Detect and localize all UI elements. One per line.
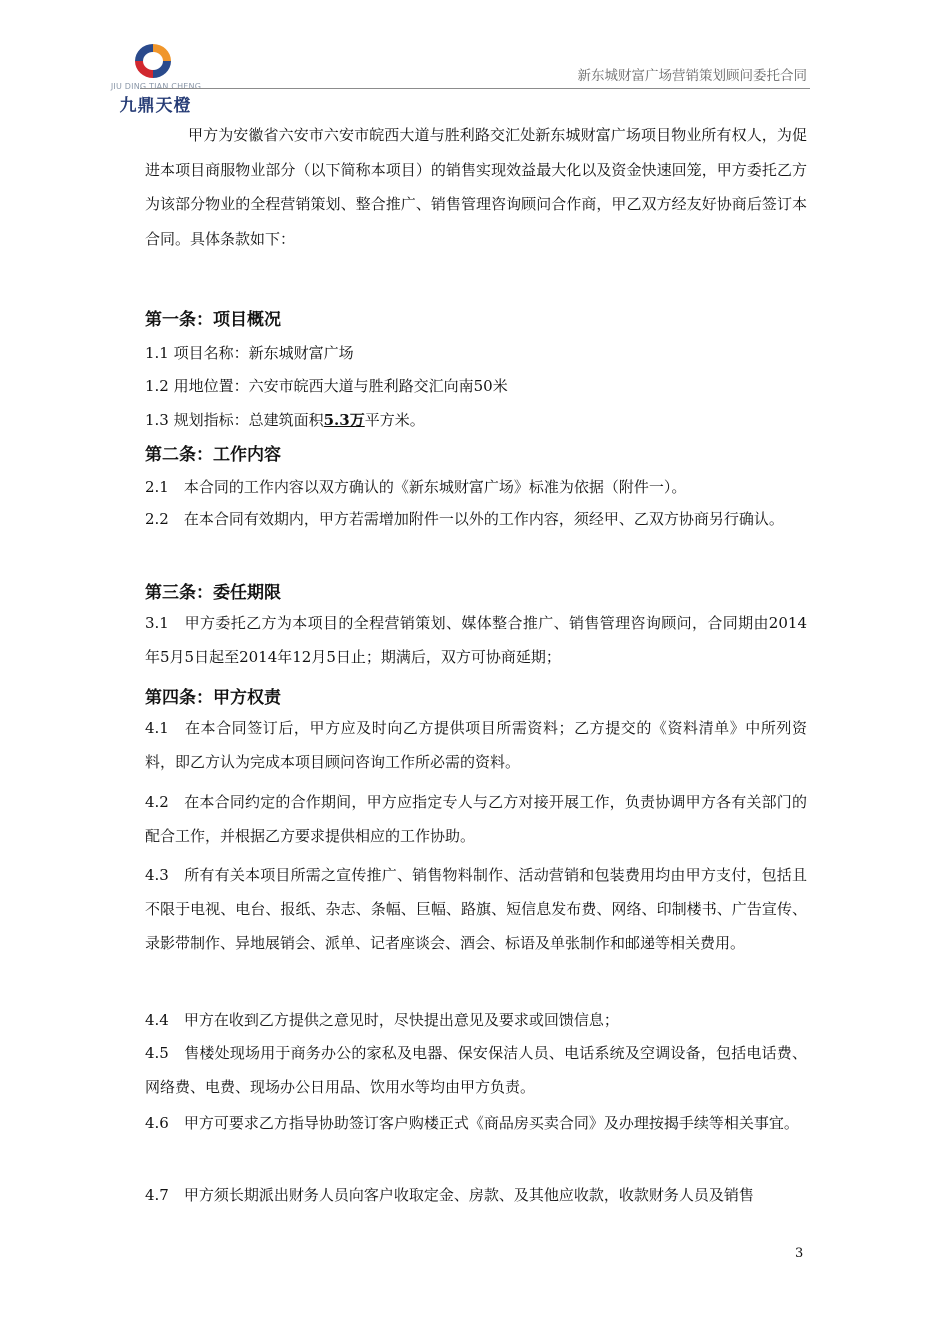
clause-4-5: 4.5 售楼处现场用于商务办公的家私及电器、保安保洁人员、电话系统及空调设备，包括电话费、网络费、电费、现场办公日用品、饮用水等均由甲方负责。 <box>145 1044 807 1096</box>
logo-chinese-text: 九鼎天橙 <box>119 96 192 116</box>
section-1-heading: 第一条：项目概况 <box>145 310 281 330</box>
page-number: 3 <box>795 1246 804 1261</box>
logo-swirl-icon <box>128 40 178 82</box>
clause-1-2: 1.2 用地位置：六安市皖西大道与胜利路交汇向南50米 <box>145 377 508 395</box>
section-3-heading: 第三条：委任期限 <box>145 583 281 603</box>
clause-4-7: 4.7 甲方须长期派出财务人员向客户收取定金、房款、及其他应收款，收款财务人员及销售 <box>145 1186 754 1204</box>
logo-english-text: JIU DING TIAN CHENG <box>110 82 202 91</box>
intro-paragraph: 甲方为安徽省六安市六安市皖西大道与胜利路交汇处新东城财富广场项目物业所有权人，为促进本项目商服物业部分（以下简称本项目）的销售实现效益最大化以及资金快速回笼，甲方委托乙方为该部分物业的全程营销策划、整合推广、销售管理咨询顾问合作商，甲乙双方经友好协商后签订本合同。具体条款如下： <box>145 126 807 248</box>
clause-1-3 <box>145 409 425 430</box>
clause-4-1: 4.1 在本合同签订后，甲方应及时向乙方提供项目所需资料；乙方提交的《资料清单》中所列资料，即乙方认为完成本项目顾问咨询工作所必需的资料。 <box>145 719 807 771</box>
clause-2-1: 2.1 本合同的工作内容以双方确认的《新东城财富广场》标准为依据（附件一）。 <box>145 478 687 496</box>
clause-4-4: 4.4 甲方在收到乙方提供之意见时，尽快提出意见及要求或回馈信息； <box>145 1011 619 1029</box>
section-4-heading: 第四条：甲方权责 <box>145 688 281 708</box>
clause-1-3-area-value: 5.3万 <box>323 411 365 429</box>
clause-2-2: 2.2 在本合同有效期内，甲方若需增加附件一以外的工作内容，须经甲、乙双方协商另行确认。 <box>145 510 784 528</box>
company-logo <box>98 40 213 115</box>
clause-1-1: 1.1 项目名称：新东城财富广场 <box>145 344 354 362</box>
clause-4-6: 4.6 甲方可要求乙方指导协助签订客户购楼正式《商品房买卖合同》及办理按揭手续等相关事宜。 <box>145 1114 799 1132</box>
running-header-title: 新东城财富广场营销策划顾问委托合同 <box>577 68 807 84</box>
clause-1-3-prefix: 1.3 规划指标：总建筑面积 <box>145 411 324 429</box>
section-2-heading: 第二条：工作内容 <box>145 445 281 465</box>
header-divider <box>140 88 810 89</box>
clause-1-3-suffix: 平方米。 <box>364 411 425 429</box>
clause-3-1: 3.1 甲方委托乙方为本项目的全程营销策划、媒体整合推广、销售管理咨询顾问，合同期由2014年5月5日起至2014年12月5日止；期满后，双方可协商延期； <box>145 614 807 666</box>
clause-4-3: 4.3 所有有关本项目所需之宣传推广、销售物料制作、活动营销和包装费用均由甲方支付，包括且不限于电视、电台、报纸、杂志、条幅、巨幅、路旗、短信息发布费、网络、印制楼书、广告宣传、录影带制作、异地展销会、派单、记者座谈会、酒会、标语及单张制作和邮递等相关费用。 <box>145 866 807 952</box>
clause-4-2: 4.2 在本合同约定的合作期间，甲方应指定专人与乙方对接开展工作，负责协调甲方各有关部门的配合工作，并根据乙方要求提供相应的工作协助。 <box>145 793 807 845</box>
